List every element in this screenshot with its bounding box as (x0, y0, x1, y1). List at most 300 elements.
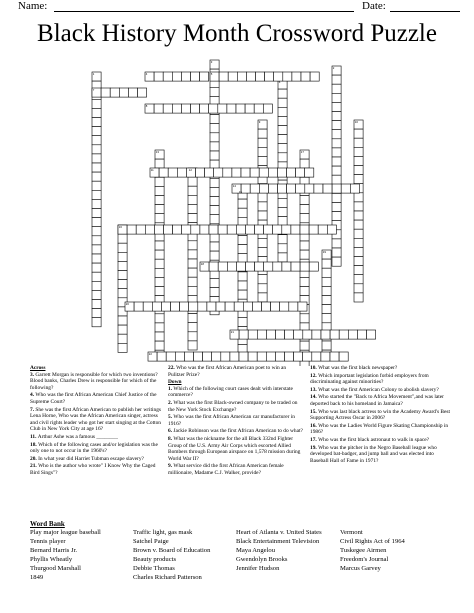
grid-cell[interactable] (238, 199, 247, 208)
grid-cell[interactable] (321, 352, 330, 361)
grid-cell[interactable] (322, 341, 331, 350)
grid-cell[interactable] (177, 168, 186, 177)
grid-cell[interactable] (164, 225, 173, 234)
grid-cell[interactable] (278, 198, 287, 207)
grid-cell[interactable] (92, 99, 101, 108)
grid-cell[interactable] (92, 309, 101, 318)
grid-cell[interactable] (92, 290, 101, 299)
grid-cell[interactable] (92, 263, 101, 272)
grid-cell[interactable] (278, 144, 287, 153)
grid-cell[interactable] (296, 184, 305, 193)
grid-cell[interactable] (118, 252, 127, 261)
grid-cell[interactable] (214, 168, 223, 177)
grid-cell[interactable] (354, 156, 363, 165)
grid-cell[interactable] (278, 253, 287, 262)
grid-cell[interactable] (332, 193, 341, 202)
grid-cell[interactable] (236, 104, 245, 113)
grid-cell[interactable] (155, 159, 164, 168)
grid-cell[interactable] (354, 129, 363, 138)
grid-cell[interactable] (92, 190, 101, 199)
grid-cell[interactable] (210, 197, 219, 206)
grid-cell[interactable] (354, 193, 363, 202)
grid-cell[interactable] (332, 175, 341, 184)
grid-cell[interactable] (209, 225, 218, 234)
grid-cell[interactable] (127, 225, 136, 234)
grid-cell[interactable] (118, 243, 127, 252)
grid-cell[interactable] (145, 225, 154, 234)
grid-cell[interactable] (268, 184, 277, 193)
grid-cell[interactable] (188, 177, 197, 186)
grid-cell[interactable] (238, 208, 247, 217)
grid-cell[interactable] (300, 196, 309, 205)
grid-cell[interactable] (264, 225, 273, 234)
grid-cell[interactable] (188, 241, 197, 250)
grid-cell[interactable] (188, 214, 197, 223)
grid-cell[interactable] (172, 72, 181, 81)
grid-cell[interactable] (259, 168, 268, 177)
grid-cell[interactable] (200, 72, 209, 81)
grid-cell[interactable] (322, 259, 331, 268)
grid-cell[interactable] (155, 314, 164, 323)
grid-cell[interactable] (180, 302, 189, 311)
grid-cell[interactable] (257, 330, 266, 339)
grid-cell[interactable] (118, 316, 127, 325)
grid-cell[interactable] (241, 168, 250, 177)
grid-cell[interactable] (280, 302, 289, 311)
grid-cell[interactable] (227, 262, 236, 271)
grid-cell[interactable] (332, 166, 341, 175)
grid-cell[interactable] (305, 168, 314, 177)
grid-cell[interactable] (155, 177, 164, 186)
grid-cell[interactable] (278, 98, 287, 107)
grid-cell[interactable] (258, 284, 267, 293)
grid-cell[interactable] (354, 284, 363, 293)
grid-cell[interactable] (354, 238, 363, 247)
grid-cell[interactable] (291, 262, 300, 271)
grid-cell[interactable] (303, 330, 312, 339)
grid-cell[interactable] (92, 318, 101, 327)
grid-cell[interactable] (188, 250, 197, 259)
grid-cell[interactable] (188, 195, 197, 204)
grid-cell[interactable] (227, 225, 236, 234)
grid-cell[interactable] (292, 72, 301, 81)
grid-cell[interactable] (354, 147, 363, 156)
grid-cell[interactable] (161, 302, 170, 311)
grid-cell[interactable] (322, 286, 331, 295)
grid-cell[interactable] (258, 238, 267, 247)
grid-cell[interactable] (268, 168, 277, 177)
grid-cell[interactable] (205, 168, 214, 177)
grid-cell[interactable] (322, 305, 331, 314)
grid-cell[interactable] (248, 352, 257, 361)
grid-cell[interactable] (221, 352, 230, 361)
grid-cell[interactable] (209, 104, 218, 113)
grid-cell[interactable] (238, 272, 247, 281)
grid-cell[interactable] (210, 87, 219, 96)
grid-cell[interactable] (216, 302, 225, 311)
grid-cell[interactable] (155, 205, 164, 214)
grid-cell[interactable] (248, 330, 257, 339)
grid-cell[interactable] (92, 199, 101, 208)
grid-cell[interactable] (327, 225, 336, 234)
grid-cell[interactable] (101, 88, 110, 97)
grid-cell[interactable] (258, 147, 267, 156)
grid-cell[interactable] (278, 153, 287, 162)
grid-cell[interactable] (354, 247, 363, 256)
grid-cell[interactable] (184, 352, 193, 361)
grid-cell[interactable] (210, 206, 219, 215)
grid-cell[interactable] (298, 302, 307, 311)
grid-cell[interactable] (138, 88, 147, 97)
grid-cell[interactable] (321, 330, 330, 339)
grid-cell[interactable] (300, 262, 309, 271)
grid-cell[interactable] (128, 88, 137, 97)
grid-cell[interactable] (219, 72, 228, 81)
grid-cell[interactable] (258, 202, 267, 211)
grid-cell[interactable] (92, 172, 101, 181)
grid-cell[interactable] (282, 262, 291, 271)
grid-cell[interactable] (354, 138, 363, 147)
grid-cell[interactable] (265, 72, 274, 81)
grid-cell[interactable] (263, 104, 272, 113)
grid-cell[interactable] (258, 247, 267, 256)
grid-cell[interactable] (118, 325, 127, 334)
grid-cell[interactable] (287, 184, 296, 193)
grid-cell[interactable] (118, 271, 127, 280)
grid-cell[interactable] (309, 262, 318, 271)
grid-cell[interactable] (278, 135, 287, 144)
grid-cell[interactable] (300, 341, 309, 350)
grid-cell[interactable] (323, 184, 332, 193)
grid-cell[interactable] (118, 289, 127, 298)
grid-cell[interactable] (348, 330, 357, 339)
grid-cell[interactable] (332, 102, 341, 111)
grid-cell[interactable] (92, 245, 101, 254)
grid-cell[interactable] (191, 72, 200, 81)
grid-cell[interactable] (155, 196, 164, 205)
grid-cell[interactable] (278, 217, 287, 226)
grid-cell[interactable] (332, 84, 341, 93)
grid-cell[interactable] (332, 239, 341, 248)
grid-cell[interactable] (354, 266, 363, 275)
grid-cell[interactable] (300, 287, 309, 296)
grid-cell[interactable] (92, 127, 101, 136)
grid-cell[interactable] (166, 352, 175, 361)
grid-cell[interactable] (172, 104, 181, 113)
grid-cell[interactable] (191, 104, 200, 113)
grid-cell[interactable] (257, 352, 266, 361)
grid-cell[interactable] (155, 186, 164, 195)
grid-cell[interactable] (332, 130, 341, 139)
grid-cell[interactable] (258, 293, 267, 302)
grid-cell[interactable] (332, 157, 341, 166)
grid-cell[interactable] (92, 181, 101, 190)
grid-cell[interactable] (210, 133, 219, 142)
grid-cell[interactable] (332, 203, 341, 212)
grid-cell[interactable] (188, 286, 197, 295)
grid-cell[interactable] (155, 341, 164, 350)
grid-cell[interactable] (152, 302, 161, 311)
grid-cell[interactable] (119, 88, 128, 97)
grid-cell[interactable] (258, 156, 267, 165)
grid-cell[interactable] (155, 268, 164, 277)
grid-cell[interactable] (275, 352, 284, 361)
grid-cell[interactable] (168, 168, 177, 177)
grid-cell[interactable] (155, 323, 164, 332)
grid-cell[interactable] (237, 72, 246, 81)
grid-cell[interactable] (92, 108, 101, 117)
grid-cell[interactable] (188, 277, 197, 286)
grid-cell[interactable] (239, 330, 248, 339)
grid-cell[interactable] (210, 115, 219, 124)
grid-cell[interactable] (136, 225, 145, 234)
grid-cell[interactable] (255, 225, 264, 234)
grid-cell[interactable] (273, 225, 282, 234)
grid-cell[interactable] (188, 268, 197, 277)
grid-cell[interactable] (210, 151, 219, 160)
grid-cell[interactable] (322, 314, 331, 323)
grid-cell[interactable] (181, 72, 190, 81)
grid-cell[interactable] (232, 168, 241, 177)
grid-cell[interactable] (296, 168, 305, 177)
grid-cell[interactable] (300, 277, 309, 286)
grid-cell[interactable] (332, 139, 341, 148)
grid-cell[interactable] (155, 250, 164, 259)
grid-cell[interactable] (191, 225, 200, 234)
grid-cell[interactable] (239, 352, 248, 361)
grid-cell[interactable] (155, 214, 164, 223)
grid-cell[interactable] (92, 218, 101, 227)
grid-cell[interactable] (182, 225, 191, 234)
grid-cell[interactable] (209, 262, 218, 271)
grid-cell[interactable] (210, 178, 219, 187)
grid-cell[interactable] (238, 236, 247, 245)
grid-cell[interactable] (92, 272, 101, 281)
grid-cell[interactable] (238, 184, 250, 195)
grid-cell[interactable] (256, 72, 265, 81)
grid-cell[interactable] (159, 168, 168, 177)
grid-cell[interactable] (218, 225, 227, 234)
grid-cell[interactable] (259, 184, 268, 193)
grid-cell[interactable] (252, 302, 261, 311)
grid-cell[interactable] (210, 142, 219, 151)
grid-cell[interactable] (301, 72, 310, 81)
grid-cell[interactable] (332, 148, 341, 157)
grid-cell[interactable] (332, 112, 341, 121)
grid-cell[interactable] (282, 225, 291, 234)
grid-cell[interactable] (354, 166, 363, 175)
grid-cell[interactable] (287, 168, 296, 177)
grid-cell[interactable] (200, 225, 209, 234)
grid-cell[interactable] (238, 317, 247, 326)
grid-cell[interactable] (278, 89, 287, 98)
grid-cell[interactable] (246, 72, 255, 81)
grid-cell[interactable] (264, 262, 273, 271)
grid-cell[interactable] (291, 225, 300, 234)
grid-cell[interactable] (250, 168, 259, 177)
grid-cell[interactable] (266, 330, 275, 339)
grid-cell[interactable] (118, 334, 127, 343)
grid-cell[interactable] (203, 352, 212, 361)
grid-cell[interactable] (155, 287, 164, 296)
grid-cell[interactable] (289, 302, 298, 311)
grid-cell[interactable] (236, 225, 245, 234)
grid-cell[interactable] (367, 330, 376, 339)
grid-cell[interactable] (189, 302, 198, 311)
grid-cell[interactable] (278, 235, 287, 244)
grid-cell[interactable] (92, 145, 101, 154)
grid-cell[interactable] (303, 352, 312, 361)
grid-cell[interactable] (210, 124, 219, 133)
grid-cell[interactable] (210, 242, 219, 251)
grid-cell[interactable] (312, 330, 321, 339)
grid-cell[interactable] (143, 302, 152, 311)
grid-cell[interactable] (318, 225, 327, 234)
grid-cell[interactable] (330, 330, 339, 339)
grid-cell[interactable] (322, 296, 331, 305)
grid-cell[interactable] (134, 302, 143, 311)
grid-cell[interactable] (254, 104, 263, 113)
grid-cell[interactable] (278, 126, 287, 135)
grid-cell[interactable] (92, 118, 101, 127)
grid-cell[interactable] (354, 220, 363, 229)
grid-cell[interactable] (354, 293, 363, 302)
grid-cell[interactable] (245, 225, 254, 234)
grid-cell[interactable] (273, 262, 282, 271)
grid-cell[interactable] (188, 204, 197, 213)
grid-cell[interactable] (210, 187, 219, 196)
grid-cell[interactable] (330, 352, 339, 361)
grid-cell[interactable] (278, 244, 287, 253)
grid-cell[interactable] (250, 184, 259, 193)
grid-cell[interactable] (92, 227, 101, 236)
grid-cell[interactable] (312, 352, 321, 361)
grid-cell[interactable] (188, 186, 197, 195)
grid-cell[interactable] (309, 225, 318, 234)
grid-cell[interactable] (188, 259, 197, 268)
grid-cell[interactable] (238, 245, 247, 254)
grid-cell[interactable] (171, 302, 180, 311)
grid-cell[interactable] (300, 241, 309, 250)
grid-cell[interactable] (218, 104, 227, 113)
grid-cell[interactable] (155, 332, 164, 341)
grid-cell[interactable] (118, 343, 127, 352)
grid-cell[interactable] (92, 300, 101, 309)
grid-cell[interactable] (310, 72, 319, 81)
grid-cell[interactable] (188, 332, 197, 341)
grid-cell[interactable] (332, 257, 341, 266)
grid-cell[interactable] (154, 225, 163, 234)
grid-cell[interactable] (354, 257, 363, 266)
grid-cell[interactable] (285, 352, 294, 361)
grid-cell[interactable] (271, 302, 280, 311)
grid-cell[interactable] (339, 330, 348, 339)
grid-cell[interactable] (258, 193, 267, 202)
grid-cell[interactable] (266, 352, 275, 361)
grid-cell[interactable] (207, 302, 216, 311)
grid-cell[interactable] (118, 280, 127, 289)
grid-cell[interactable] (154, 104, 163, 113)
grid-cell[interactable] (234, 302, 243, 311)
grid-cell[interactable] (236, 262, 245, 271)
grid-cell[interactable] (154, 72, 163, 81)
grid-cell[interactable] (188, 314, 197, 323)
grid-cell[interactable] (322, 268, 331, 277)
grid-cell[interactable] (92, 254, 101, 263)
grid-cell[interactable] (278, 184, 287, 193)
grid-cell[interactable] (300, 159, 309, 168)
grid-cell[interactable] (300, 314, 309, 323)
grid-cell[interactable] (305, 184, 314, 193)
grid-cell[interactable] (276, 330, 285, 339)
grid-cell[interactable] (258, 275, 267, 284)
grid-cell[interactable] (285, 330, 294, 339)
grid-cell[interactable] (227, 104, 236, 113)
grid-cell[interactable] (354, 175, 363, 184)
grid-cell[interactable] (230, 352, 239, 361)
grid-cell[interactable] (258, 211, 267, 220)
grid-cell[interactable] (155, 241, 164, 250)
grid-cell[interactable] (300, 250, 309, 259)
grid-cell[interactable] (155, 277, 164, 286)
grid-cell[interactable] (163, 72, 172, 81)
grid-cell[interactable] (332, 121, 341, 130)
grid-cell[interactable] (339, 352, 348, 361)
grid-cell[interactable] (228, 72, 237, 81)
grid-cell[interactable] (194, 352, 203, 361)
grid-cell[interactable] (196, 168, 205, 177)
grid-cell[interactable] (332, 212, 341, 221)
grid-cell[interactable] (118, 261, 127, 270)
grid-cell[interactable] (118, 234, 127, 243)
grid-cell[interactable] (354, 229, 363, 238)
grid-cell[interactable] (210, 288, 219, 297)
grid-cell[interactable] (243, 302, 252, 311)
grid-cell[interactable] (354, 202, 363, 211)
grid-cell[interactable] (223, 168, 232, 177)
grid-cell[interactable] (350, 184, 359, 193)
grid-cell[interactable] (314, 184, 323, 193)
grid-cell[interactable] (300, 214, 309, 223)
grid-cell[interactable] (92, 236, 101, 245)
grid-cell[interactable] (92, 154, 101, 163)
grid-cell[interactable] (238, 290, 247, 299)
grid-cell[interactable] (245, 104, 254, 113)
grid-cell[interactable] (332, 93, 341, 102)
grid-cell[interactable] (163, 104, 172, 113)
grid-cell[interactable] (92, 209, 101, 218)
grid-cell[interactable] (200, 104, 209, 113)
grid-cell[interactable] (246, 262, 255, 271)
grid-cell[interactable] (283, 72, 292, 81)
grid-cell[interactable] (92, 281, 101, 290)
grid-cell[interactable] (341, 184, 350, 193)
grid-cell[interactable] (110, 88, 119, 97)
grid-cell[interactable] (255, 262, 264, 271)
grid-cell[interactable] (354, 275, 363, 284)
grid-cell[interactable] (322, 277, 331, 286)
grid-cell[interactable] (332, 184, 341, 193)
grid-cell[interactable] (300, 225, 309, 234)
grid-cell[interactable] (92, 136, 101, 145)
grid-cell[interactable] (175, 352, 184, 361)
grid-cell[interactable] (300, 205, 309, 214)
grid-cell[interactable] (92, 163, 101, 172)
grid-cell[interactable] (258, 129, 267, 138)
grid-cell[interactable] (278, 207, 287, 216)
grid-cell[interactable] (357, 330, 366, 339)
grid-cell[interactable] (278, 116, 287, 125)
